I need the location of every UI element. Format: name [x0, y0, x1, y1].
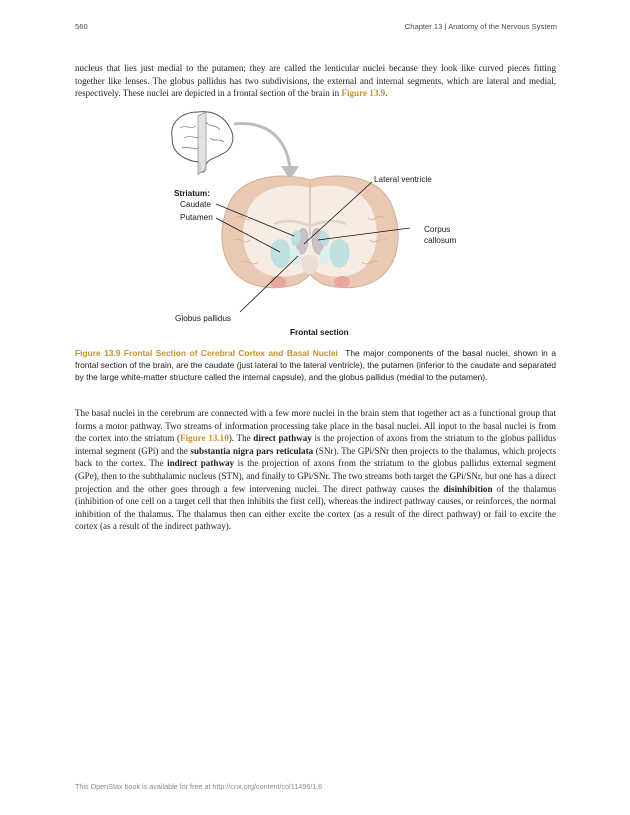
p2-text-1: The basal nuclei in the cerebrum are connected with a few more nuclei in the brain stem that together act as a functional group that forms a motor pathway. Two streams of information processing take place in the basal nuclei. All input to the basal nuclei is from the cortex into the striatum (	[75, 408, 556, 444]
p2-text-2: ). The	[228, 433, 254, 444]
term-indirect-pathway: indirect pathway	[167, 458, 235, 469]
label-putamen: Putamen	[180, 213, 213, 222]
chapter-title: Chapter 13 | Anatomy of the Nervous System	[404, 22, 557, 31]
brain-frontal-section-figure	[160, 108, 460, 343]
label-caudate: Caudate	[180, 200, 211, 209]
term-direct-pathway: direct pathway	[253, 433, 312, 444]
paragraph-intro	[75, 62, 556, 100]
whole-brain-icon	[172, 112, 233, 174]
label-corpus-callosum-line1: Corpus	[424, 225, 451, 234]
term-disinhibition: disinhibition	[443, 483, 493, 494]
p2-text-4: (SNr). The GPi/SNr then projects to the thalamus, which projects back to the cortex. The	[75, 445, 556, 469]
paragraph-intro-text: nucleus that lies just medial to the putamen; they are called the lenticular nuclei because they look like curved pieces fitting together like lenses. The globus pallidus has two subdivisions, the external and internal segments, which are lateral and medial, respectively. These nuclei are depicted in a frontal section of the brain in	[75, 63, 556, 99]
p2-text-3: is the projection of axons from the striatum to the globus pallidus internal segment (GPi) and the	[75, 433, 556, 456]
figure-13-9-link[interactable]: Figure 13.9	[341, 88, 386, 99]
figure-caption-title: Figure 13.9 Frontal Section of Cerebral Cortex and Basal Nuclei	[75, 348, 338, 358]
label-globus-pallidus: Globus pallidus	[175, 314, 231, 323]
figure-section-title: Frontal section	[290, 328, 349, 337]
figure-caption-text: The major components of the basal nuclei, shown in a frontal section of the brain, are the caudate (just lateral to the lateral ventricle), the putamen (inferior to the caudate and separated by the large white-matter structure called the internal capsule), and the globus pallidus (medial to the putamen).	[75, 348, 556, 382]
page-number: 560	[75, 22, 88, 31]
p2-text-6: of the thalamus (inhibition of one cell on a target cell that then inhibits the first cell), whereas the indirect pathway causes, or reinforces, the normal inhibition of the thalamus. The thalamus then can either excite the cortex (as a result of the direct pathway) or fail to excite the cortex (as a result of the indirect pathway).	[75, 483, 556, 532]
label-striatum-heading: Striatum:	[174, 189, 210, 198]
paragraph-basal-nuclei	[75, 407, 556, 533]
curved-arrow-icon	[234, 124, 290, 170]
figure-13-10-link[interactable]: Figure 13.10	[180, 433, 229, 444]
term-substantia-nigra: substantia nigra pars reticulata	[190, 445, 314, 456]
brain-section-drawing	[222, 176, 398, 288]
figure-caption	[75, 348, 556, 383]
label-corpus-callosum-line2: callosum	[424, 236, 457, 245]
label-lateral-ventricle: Lateral ventricle	[374, 175, 432, 184]
paragraph-intro-end: .	[385, 88, 388, 99]
page-footer: This OpenStax book is available for free at http://cnx.org/content/col11496/1.6	[75, 782, 323, 791]
p2-text-5: is the projection of axons from the striatum to the globus pallidus external segment (GPe), then to the subthalamic nucleus (STN), and finally to GPi/SNr. The two streams both target the GPi/SNr, but one has a direct projection and the other goes through a few intervening nuclei. The direct pathway causes the	[75, 458, 557, 494]
